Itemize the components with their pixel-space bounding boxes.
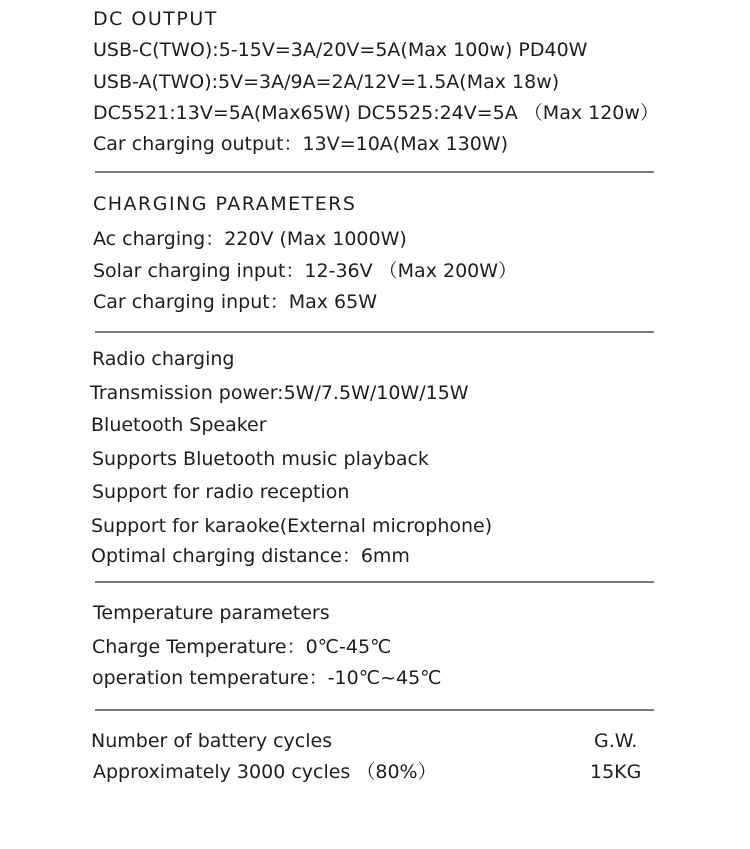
gross-weight-label: G.W. bbox=[594, 730, 638, 752]
usb-a-spec: USB-A(TWO):5V=3A/9A=2A/12V=1.5A(Max 18w) bbox=[93, 71, 560, 93]
battery-cycles-label: Number of battery cycles bbox=[91, 730, 333, 752]
karaoke-feature: Support for karaoke(External microphone) bbox=[91, 515, 493, 537]
car-charging-input-spec: Car charging input：Max 65W bbox=[93, 291, 378, 313]
radio-charging-label: Radio charging bbox=[92, 348, 235, 370]
charging-parameters-heading: CHARGING PARAMETERS bbox=[93, 193, 357, 215]
dc-port-spec: DC5521:13V=5A(Max65W) DC5525:24V=5A （Max 120w） bbox=[93, 102, 659, 124]
section-divider bbox=[95, 171, 654, 173]
bluetooth-speaker-label: Bluetooth Speaker bbox=[91, 414, 267, 436]
transmission-power-spec: Transmission power:5W/7.5W/10W/15W bbox=[90, 382, 469, 404]
car-charging-output-spec: Car charging output：13V=10A(Max 130W) bbox=[93, 133, 508, 155]
battery-cycles-value: Approximately 3000 cycles （80%） bbox=[93, 761, 437, 783]
radio-reception-feature: Support for radio reception bbox=[92, 481, 350, 503]
operation-temperature-spec: operation temperature：-10℃~45℃ bbox=[92, 667, 442, 689]
solar-charging-spec: Solar charging input：12-36V （Max 200W） bbox=[93, 260, 518, 282]
usb-c-spec: USB-C(TWO):5-15V=3A/20V=5A(Max 100w) PD40W bbox=[93, 39, 588, 61]
section-divider bbox=[95, 581, 654, 583]
section-divider bbox=[95, 331, 654, 333]
bluetooth-playback-feature: Supports Bluetooth music playback bbox=[92, 448, 429, 470]
dc-output-heading: DC OUTPUT bbox=[93, 8, 218, 30]
ac-charging-spec: Ac charging：220V (Max 1000W) bbox=[93, 228, 407, 250]
temperature-heading: Temperature parameters bbox=[93, 602, 330, 624]
section-divider bbox=[95, 709, 654, 711]
charge-temperature-spec: Charge Temperature：0℃-45℃ bbox=[92, 636, 392, 658]
gross-weight-value: 15KG bbox=[590, 761, 642, 783]
charging-distance-spec: Optimal charging distance：6mm bbox=[91, 545, 410, 567]
